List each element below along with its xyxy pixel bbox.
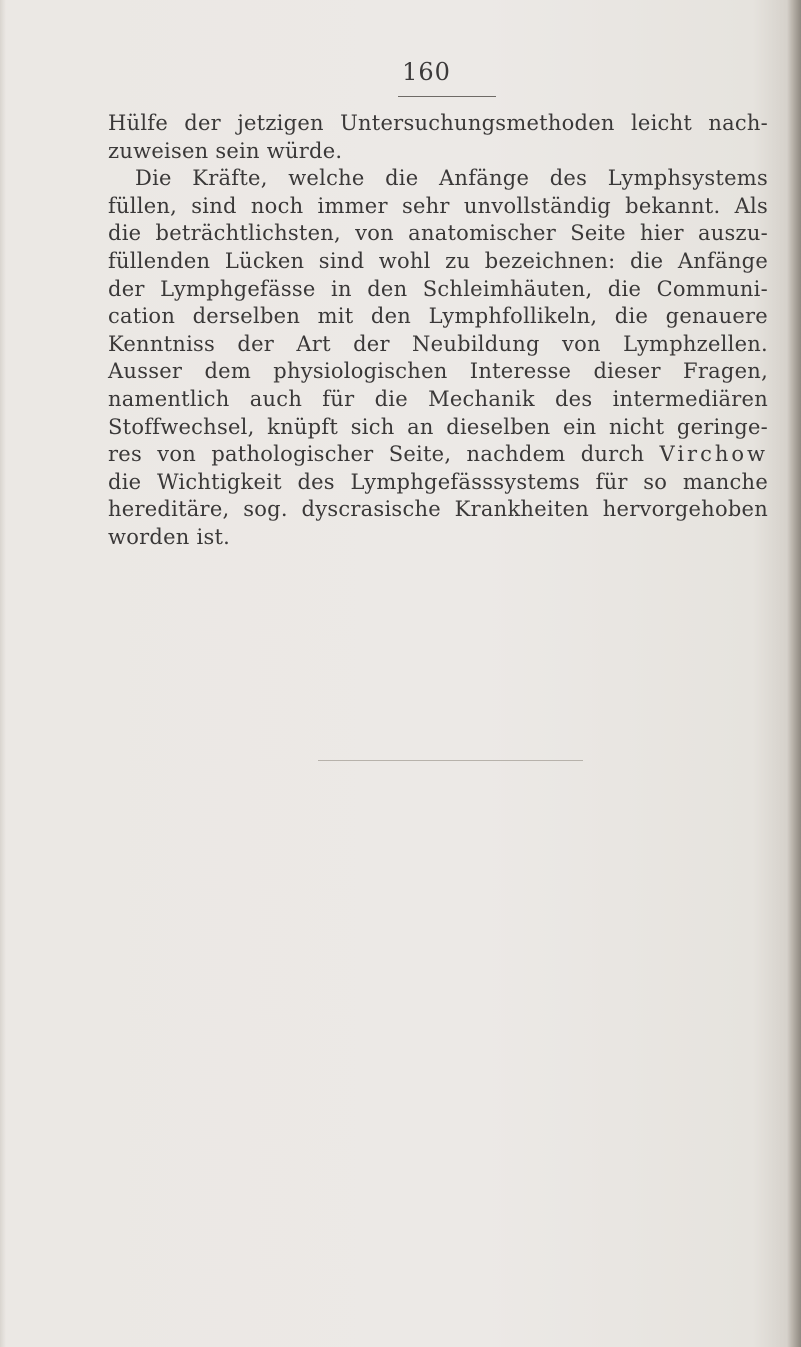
text-line: namentlich auch für die Mechanik des intermediären [108, 386, 768, 411]
text-line: füllenden Lücken sind wohl zu bezeichnen: die Anfänge [108, 248, 768, 273]
text-line-with-name [108, 441, 768, 469]
text-line: füllen, sind noch immer sehr unvollständig bekannt. Als [108, 193, 768, 218]
text-line: hereditäre, sog. dyscrasische Krankheiten hervorgehoben [108, 497, 768, 522]
text-line: worden ist. [108, 524, 231, 549]
page-left-edge-shadow [0, 0, 6, 1347]
text-line: die beträchtlichsten, von anatomischer Seite hier auszu- [108, 221, 768, 246]
text-line: cation derselben mit den Lymphfollikeln, die genauere [108, 304, 768, 329]
author-name-virchow: Virchow [659, 442, 768, 467]
header-rule [398, 96, 496, 97]
text-fragment: res von pathologischer Seite, nachdem durch [108, 442, 645, 467]
text-line: Kenntniss der Art der Neubildung von Lymphzellen. [108, 331, 768, 356]
body-text [108, 110, 768, 552]
text-line: der Lymphgefässe in den Schleimhäuten, die Communi- [108, 276, 768, 301]
text-line: zuweisen sein würde. [108, 138, 343, 163]
text-line: Hülfe der jetzigen Untersuchungsmethoden leicht nach- [108, 111, 768, 135]
text-line: Die Kräfte, welche die Anfänge des Lymphsystems [135, 166, 768, 191]
faint-rule [318, 760, 583, 761]
page-right-edge-shadow [787, 0, 801, 1347]
text-line: Stoffwechsel, knüpft sich an dieselben ein nicht geringe- [108, 414, 768, 439]
text-line: die Wichtigkeit des Lymphgefässsystems für so manche [108, 469, 768, 494]
text-line: Ausser dem physiologischen Interesse dieser Fragen, [108, 359, 768, 384]
page-number: 160 [402, 58, 451, 86]
